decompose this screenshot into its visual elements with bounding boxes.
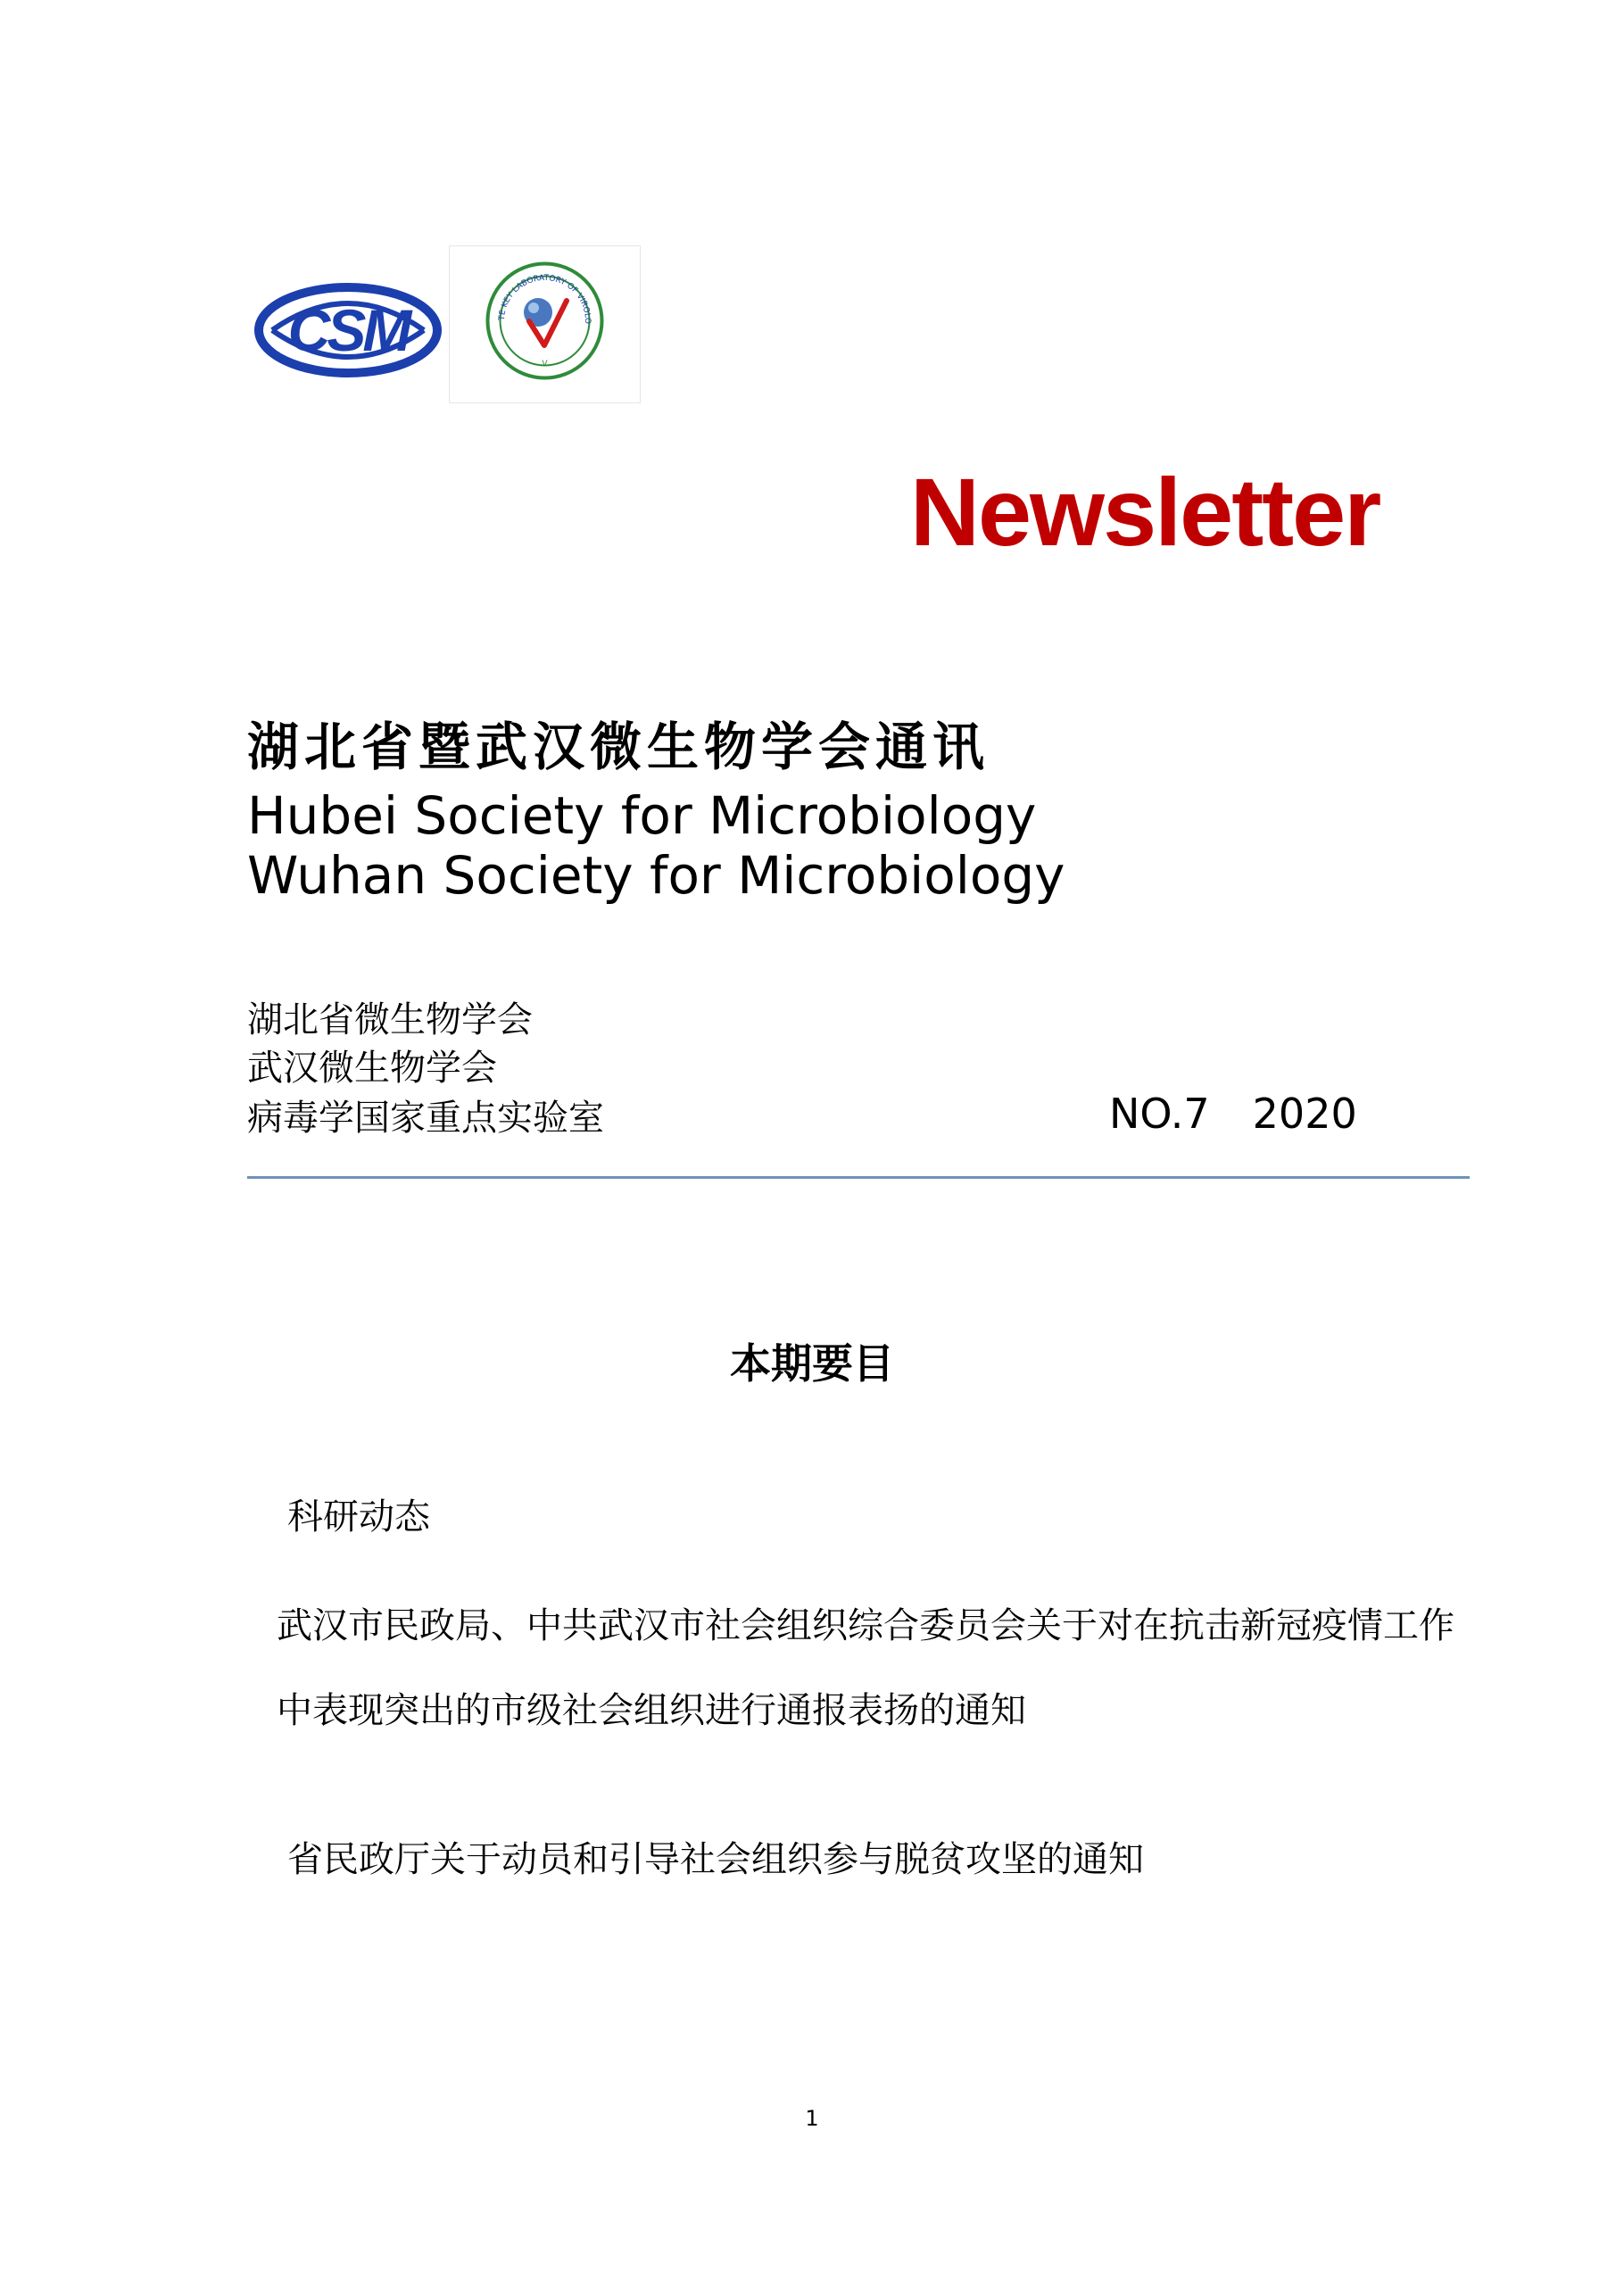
issue-year: 2020 xyxy=(1252,1090,1357,1138)
title-english-wuhan: Wuhan Society for Microbiology xyxy=(247,845,1065,906)
toc-item: 武汉市民政局、中共武汉市社会组织综合委员会关于对在抗击新冠疫情工作中表现突出的市级社会组织进行通报表扬的通知 xyxy=(277,1605,1454,1731)
page-number: 1 xyxy=(805,2106,819,2131)
lab-logo-letter: V xyxy=(542,360,548,369)
lab-logo xyxy=(485,261,605,381)
title-chinese: 湖北省暨武汉微生物学会通讯 xyxy=(247,717,990,777)
toc-heading: 本期要目 xyxy=(730,1339,894,1388)
toc-item: 科研动态 xyxy=(287,1496,430,1538)
newsletter-title: Newsletter xyxy=(910,458,1380,566)
organization-name: 湖北省微生物学会 xyxy=(247,999,533,1040)
organization-name: 病毒学国家重点实验室 xyxy=(247,1098,604,1139)
header-divider xyxy=(247,1176,1470,1179)
title-english-hubei: Hubei Society for Microbiology xyxy=(247,785,1037,846)
society-logo-text: CSM xyxy=(287,297,409,363)
toc-item: 省民政厅关于动员和引导社会组织参与脱贫攻坚的通知 xyxy=(287,1839,1144,1880)
issue-info xyxy=(1109,1090,1357,1138)
lab-logo-ring-text: TE KEY LABORATORY OF VIROLO xyxy=(497,273,592,324)
organization-name: 武汉微生物学会 xyxy=(247,1048,497,1089)
issue-number: NO.7 xyxy=(1109,1090,1210,1138)
society-logo xyxy=(254,268,442,393)
